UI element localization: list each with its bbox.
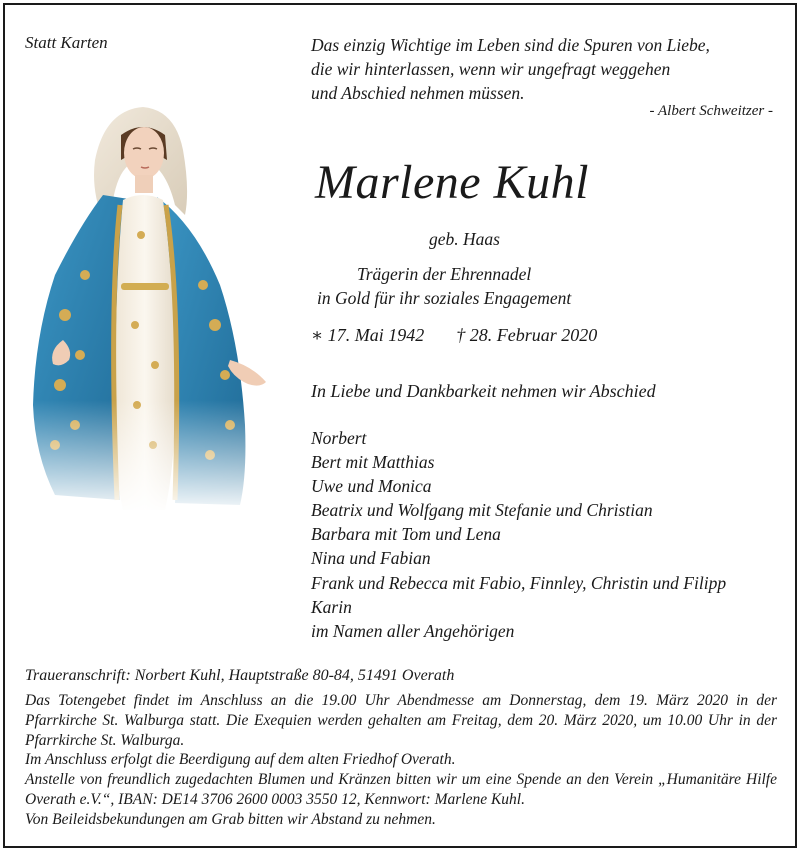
quote-line: die wir hinterlassen, wenn wir ungefragt weggehen bbox=[311, 59, 671, 79]
family-member: Norbert bbox=[311, 428, 367, 448]
family-member: Beatrix und Wolfgang mit Stefanie und Christian bbox=[311, 500, 653, 521]
mourning-address: Traueranschrift: Norbert Kuhl, Hauptstraße 80-84, 51491 Overath bbox=[25, 667, 455, 684]
quote-block bbox=[311, 33, 710, 105]
condolence-info: Von Beileidsbekundungen am Grab bitten wir Abstand zu nehmen. bbox=[25, 810, 436, 828]
farewell-line: In Liebe und Dankbarkeit nehmen wir Abschied bbox=[311, 381, 656, 401]
obituary-notice bbox=[3, 3, 797, 848]
madonna-statue-image bbox=[25, 105, 275, 515]
honor-block bbox=[317, 262, 571, 310]
deceased-name: Marlene Kuhl bbox=[315, 156, 589, 209]
madonna-statue-icon bbox=[25, 105, 275, 515]
funeral-info bbox=[25, 691, 777, 830]
honor-line: in Gold für ihr soziales Engagement bbox=[317, 288, 572, 308]
family-member: Bert mit Matthias bbox=[311, 452, 435, 473]
family-member: Uwe und Monica bbox=[311, 476, 432, 497]
burial-info: Im Anschluss erfolgt die Beerdigung auf dem alten Friedhof Overath. bbox=[25, 751, 456, 769]
death-date: † 28. Februar 2020 bbox=[456, 325, 598, 345]
prayer-info: Das Totengebet findet im Anschluss an die 19.00 Uhr Abendmesse am Donnerstag, dem 19. März 2020 in der Pfarrkirche St. Walburga statt. Die Exequien werden gehalten am Freitag, dem 20. März 2020, um 10.00 Uhr in der Pfarrkirche St. Walburga. bbox=[25, 692, 777, 749]
birth-date: ∗ 17. Mai 1942 bbox=[311, 325, 425, 345]
statt-karten-label: Statt Karten bbox=[25, 33, 108, 52]
birth-name: geb. Haas bbox=[429, 229, 500, 249]
donation-info: Anstelle von freundlich zugedachten Blumen und Kränzen bitten wir um eine Spende an den Verein „Humanitäre Hilfe Overath e.V.“, IBAN: DE14 3706 2600 0003 3550 12, Kennwort: Marlene Kuhl. bbox=[25, 771, 777, 808]
family-list bbox=[311, 426, 726, 643]
family-member: Frank und Rebecca mit Fabio, Finnley, Christin und Filipp bbox=[311, 572, 727, 593]
family-member: Nina und Fabian bbox=[311, 548, 431, 569]
life-dates bbox=[311, 325, 597, 346]
family-member: Karin bbox=[311, 596, 352, 617]
quote-line: und Abschied nehmen müssen. bbox=[311, 83, 525, 103]
honor-line: Trägerin der Ehrennadel bbox=[356, 264, 532, 284]
quote-author: - Albert Schweitzer - bbox=[649, 103, 773, 119]
family-member: Barbara mit Tom und Lena bbox=[311, 524, 501, 545]
family-member: im Namen aller Angehörigen bbox=[311, 620, 515, 641]
quote-line: Das einzig Wichtige im Leben sind die Spuren von Liebe, bbox=[311, 35, 710, 55]
